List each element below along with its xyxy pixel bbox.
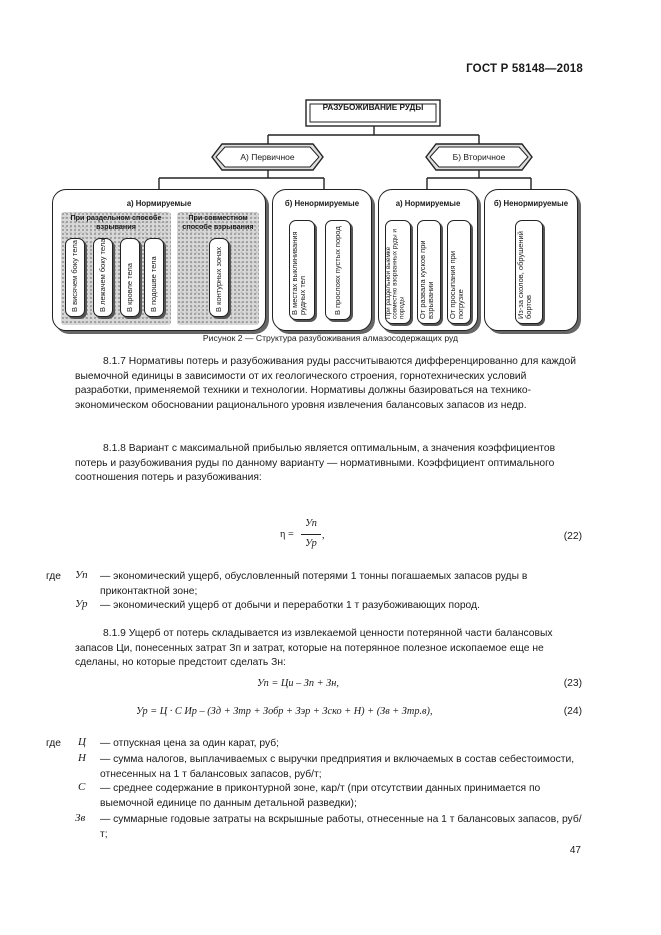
item-collapses: Из-за сколов, обрушений бортов — [515, 220, 543, 324]
panel-title: б) Ненормируемые — [284, 199, 360, 208]
eq22-lhs: η = — [280, 529, 294, 540]
paragraph-8-1-9: 8.1.9 Ущерб от потерь складывается из извлекаемой ценности потерянной части балансовых запасов Ци, понесенных затрат Зп и затрат, которые на потерянное полезное ископаемое еще не сделаны, но которые предстоит сделать Зн: — [75, 628, 553, 669]
diagram — [0, 0, 661, 380]
item-wedging: В местах выклинивания рудных тел — [289, 220, 315, 320]
definition: — отпускная цена за один карат, руб; — [100, 738, 279, 749]
where-label: где — [46, 738, 62, 749]
panel-title: б) Ненормируемые — [493, 199, 569, 208]
item-bottom: В подошве тела — [144, 238, 164, 317]
page-number: 47 — [569, 845, 581, 856]
eq22-numerator: Уп — [305, 518, 317, 529]
figure-caption: Рисунок 2 — Структура разубоживания алмазосодержащих руд — [202, 333, 459, 343]
eq22-number: (22) — [563, 531, 582, 542]
definition: — среднее содержание в приконтурной зоне, кар/т (при отсутствии данных принимается по выемочной единице по данным детальной разведки); — [100, 783, 541, 809]
symbol: Зв — [75, 812, 86, 824]
symbol: Ур — [75, 598, 88, 610]
paragraph-8-1-7: 8.1.7 Нормативы потерь и разубоживания руды рассчитываются дифференцированно для каждой выемочной единицы в зависимости от их геологического строения, горнотехнических условий разработки, применяемой техники и технологии. Нормативы должны базироваться на технико-экономическом обосновании рационального уровня извлечения балансовых запасов из недр. — [75, 356, 577, 411]
item-roof: В кровле тела — [120, 238, 140, 317]
symbol: Н — [78, 752, 86, 764]
panel-title: а) Нормируемые — [126, 199, 192, 208]
panel-primary-normed — [52, 189, 266, 331]
root-node: РАЗУБОЖИВАНИЕ РУДЫ — [322, 103, 424, 112]
group-title: При раздельном способе взрывания — [70, 213, 162, 231]
paragraph-8-1-8: 8.1.8 Вариант с максимальной прибылью является оптимальным, а значения коэффициентов потерь и разубоживания руды по данному варианту — нормативными. Коэффициент оптимального соотношения потерь и разубоживания: — [75, 443, 556, 484]
symbol: С — [78, 781, 86, 793]
definition: — суммарные годовые затраты на вскрышные работы, отнесенные на 1 т балансовых запасов, руб/т; — [100, 814, 582, 840]
secondary-node: Б) Вторичное — [452, 152, 506, 162]
eq22-denominator: Ур — [305, 538, 317, 549]
eq22-fraction-bar — [301, 534, 321, 535]
panel-secondary-nonnormed — [484, 189, 578, 331]
item-contour-zones: В контурных зонах — [209, 238, 229, 317]
where-label: где — [46, 571, 62, 582]
symbol: Уп — [75, 569, 88, 581]
eq23-number: (23) — [563, 678, 582, 689]
primary-node: А) Первичное — [240, 152, 295, 162]
item-hanging-side: В висячем боку тела — [65, 238, 85, 317]
item-blast-scatter: От развала кусков при взрывании — [417, 220, 441, 324]
eq24-number: (24) — [563, 706, 582, 717]
eq22-tail: , — [322, 530, 325, 541]
item-loading-spill: От просыпания при погрузке — [447, 220, 471, 324]
standard-header: ГОСТ Р 58148—2018 — [466, 63, 583, 75]
group-title: При совместном способе взрывания — [182, 213, 254, 231]
item-separate-extraction: При раздельной выемке совместно взорванных руды и породы — [385, 220, 411, 324]
item-waste-interlayers: В прослоях пустых пород — [325, 220, 351, 320]
eq23: Уп = Ци – Зп + Зн, — [257, 678, 339, 689]
panel-title: а) Нормируемые — [395, 199, 461, 208]
definition: — экономический ущерб от добычи и переработки 1 т разубоживающих пород. — [100, 600, 480, 611]
definition: — экономический ущерб, обусловленный потерями 1 тонны погашаемых запасов руды в приконтактной зоне; — [100, 571, 528, 597]
eq24: Ур = Ц · С Ир – (Зд + Зтр + Зобр + Зэр + Зско + Н) + (Зв + Зтр.в), — [136, 706, 433, 717]
definition: — сумма налогов, выплачиваемых с выручки предприятия и включаемых в состав себестоимости, отнесенных на 1 т балансовых запасов, руб/т; — [100, 754, 575, 780]
panel-primary-nonnormed — [272, 189, 372, 331]
item-lying-side: В лежачем боку тела — [93, 238, 113, 317]
symbol: Ц — [78, 736, 86, 748]
panel-secondary-normed — [378, 189, 478, 331]
